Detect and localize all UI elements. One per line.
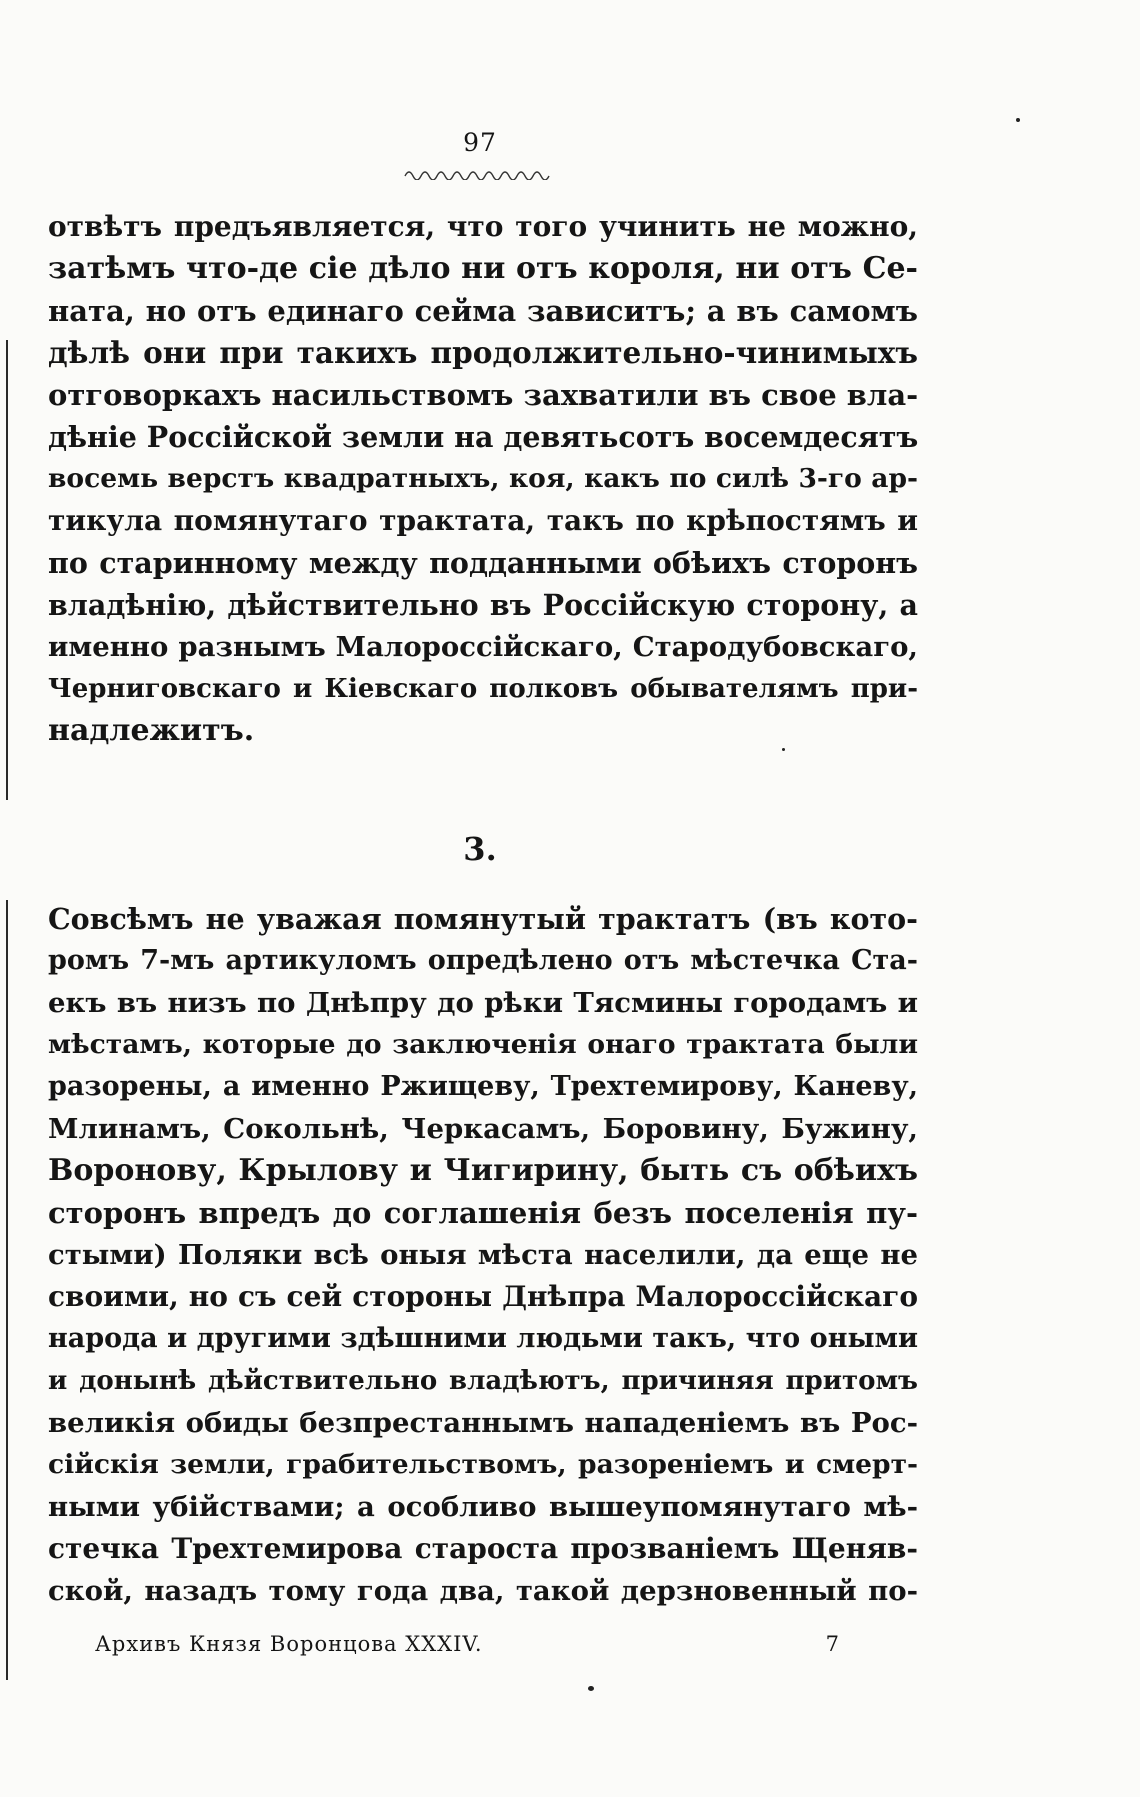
text-line: ской, назадъ тому года два, такой дерзновенный по- [48,1575,918,1607]
page-number: 97 [463,128,497,157]
text-line: стечка Трехтемирова староста прозваніемъ Щеняв- [48,1532,918,1565]
text-line: Совсѣмъ не уважая помянутый трактатъ (въ кото- [48,902,918,936]
text-line: дѣніе Россійской земли на девятьсотъ восемдесятъ [48,420,919,454]
text-line: народа и другими здѣшними людьми такъ, что оными [48,1323,918,1354]
text-line: и донынѣ дѣйствительно владѣютъ, причиняя притомъ [48,1366,918,1396]
text-line: Млинамъ, Сокольнѣ, Черкасамъ, Боровину, Бужину, [48,1113,918,1145]
scan-speck [782,748,785,751]
text-line: ната, но отъ единаго сейма зависитъ; а въ самомъ [48,294,918,328]
scan-speck [1016,118,1020,122]
text-line: ными убійствами; а особливо вышеупомянутаго мѣ- [48,1491,918,1523]
binding-edge-rule [6,900,8,1680]
text-line: мѣстамъ, которые до заключенія онаго трактата были [48,1029,918,1060]
text-line: отговоркахъ насильствомъ захватили въ свое вла- [48,378,919,412]
text-line: сторонъ впредъ до соглашенія безъ поселенія пу- [48,1196,918,1230]
text-line: тикула помянутаго трактата, такъ по крѣпостямъ и [48,504,918,537]
scan-speck [588,1686,594,1691]
text-line: стыми) Поляки всѣ оныя мѣста населили, да еще не [48,1239,918,1271]
text-line: своими, но съ сей стороны Днѣпра Малороссійскаго [48,1280,918,1313]
text-line: по старинному между подданными обѣихъ сторонъ [48,546,918,580]
text-line: именно разнымъ Малороссійскаго, Стародубовскаго, [48,631,918,663]
text-line: Воронову, Крылову и Чигирину, быть съ обѣихъ [48,1153,918,1188]
wavy-rule-ornament [403,164,553,180]
text-line: восемь верстъ квадратныхъ, коя, какъ по силѣ 3-го ар- [48,463,918,494]
text-line: отвѣтъ предъявляется, что того учинить не можно, [48,210,918,243]
text-line: Черниговскаго и Кіевскаго полковъ обывателямъ при- [48,674,918,704]
text-line: владѣнію, дѣйствительно въ Россійскую сторону, а [48,588,918,622]
text-line: надлежитъ. [48,713,255,748]
section-number: 3. [463,830,497,868]
text-block-section-3 [48,898,918,1612]
text-line: ромъ 7-мъ артикуломъ опредѣлено отъ мѣстечка Ста- [48,945,918,976]
text-line: разорены, а именно Ржищеву, Трехтемирову, Каневу, [48,1071,918,1102]
page-footer [95,1632,840,1656]
text-line: великія обиды безпрестаннымъ нападеніемъ въ Рос- [48,1407,918,1439]
text-line: затѣмъ что-де сіе дѣло ни отъ короля, ни отъ Се- [48,251,918,286]
text-line: сійскія земли, грабительствомъ, разореніемъ и смерт- [48,1449,918,1480]
binding-edge-rule [6,340,8,800]
signature-mark: 7 [825,1632,840,1656]
footer-title: Архивъ Князя Воронцова XXXIV. [95,1632,483,1656]
text-line: дѣлѣ они при такихъ продолжительно-чинимыхъ [48,335,918,370]
text-block-continuation [48,206,918,752]
text-line: екъ въ низъ по Днѣпру до рѣки Тясмины городамъ и [48,987,918,1019]
